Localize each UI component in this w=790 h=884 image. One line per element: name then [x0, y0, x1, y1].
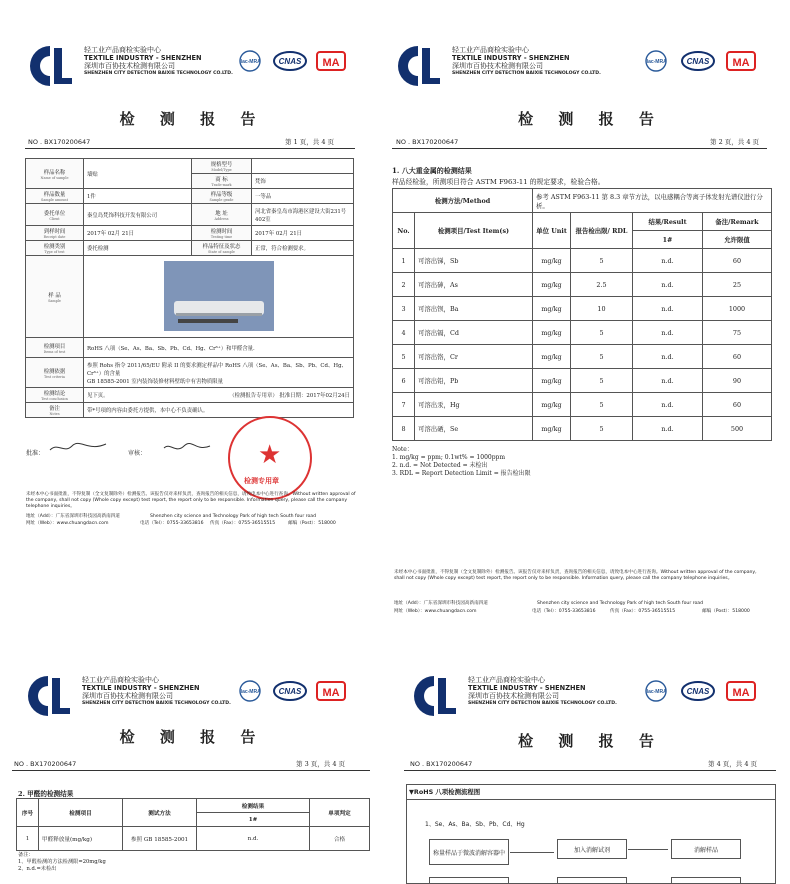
ilac-mra-icon: [642, 50, 670, 76]
table-row: 样品数量 Sample amount 1件 样品等级 Sample grade 一等品: [26, 189, 354, 204]
table-row: 1 可溶出锑，Sb mg/kg 5 n.d. 60: [393, 249, 772, 273]
notes: Note： 1. mg/kg = ppm; 0.1wt% = 1000ppm 2. n.d. = Not Detected = 未检出 3. RDL = Report Detection Limit = 报告检出限: [392, 446, 531, 477]
footer-fax: 传真（Fax）：0755-36515515: [210, 521, 276, 526]
svg-text:MA: MA: [322, 687, 340, 699]
cma-icon: [726, 50, 756, 76]
company-logo-icon: [26, 44, 74, 88]
flow-step: [557, 877, 627, 884]
section-title: 2. 甲醛的检测结果: [18, 790, 74, 798]
table-row: [393, 189, 772, 213]
company-name-cn: 深圳市百协技术检测有限公司: [84, 62, 175, 70]
cma-icon: [316, 50, 346, 76]
table-row: 检测结论 Test conclusion 见下页。 （检测报告专用章） 批准日期：2017年02月24日: [26, 388, 354, 403]
table-row: 5 可溶出铬，Cr mg/kg 5 n.d. 60: [393, 345, 772, 369]
section-intro: 样品经检验，所测项目符合 ASTM F963-11 的规定要求，检验合格。: [392, 178, 605, 186]
cnas-icon: [272, 50, 308, 76]
divider: [392, 148, 767, 149]
header-text: 轻工业产品商检实验中心 TEXTILE INDUSTRY - SHENZHEN 深圳市百协技术检测有限公司 SHENZHEN CITY DETECTION BAIXIE TECHNOLOGY CO.LTD.: [82, 676, 231, 706]
method-label: 检测方法/Method: [393, 189, 533, 213]
inspection-stamp: ★ 检测专用章: [228, 416, 312, 500]
footer-disclaimer: 未经本中心书面批准，不得复制（全文复制除外）检测报告。该报告仅对来样负责，查询报告的相关信息，请致电本中心进行查询。Without written approval of the company, shall not copy (Whole copy except) test report, the report only to be responsible. Information query, please call the company telephone inquiries。: [394, 570, 757, 581]
ilac-mra-icon: [236, 50, 264, 76]
table-row: 8 可溶出硒，Se mg/kg 5 n.d. 500: [393, 417, 772, 441]
svg-text:ilac-MRA: ilac-MRA: [239, 59, 261, 65]
report-title: 检 测 报 告: [119, 110, 266, 128]
flow-arrow: [628, 849, 668, 850]
flow-step: [671, 877, 741, 884]
elements-list: 1、Se、As、Ba、Sb、Pb、Cd、Hg: [425, 821, 525, 828]
divider: [12, 770, 370, 771]
report-title: 检 测 报 告: [518, 732, 664, 750]
svg-text:ilac-MRA: ilac-MRA: [239, 689, 261, 695]
table-row: 6 可溶出铅，Pb mg/kg 5 n.d. 90: [393, 369, 772, 393]
svg-text:CNAS: CNAS: [686, 687, 710, 696]
page-indicator: 第 3 页，共 4 页: [296, 760, 346, 768]
svg-text:ilac-MRA: ilac-MRA: [645, 689, 667, 695]
table-row: 检测项目 Items of test RoHS 八项（Se、As、Ba、Sb、Pb、Cd、Hg、Cr⁶⁺）和甲醛含量.: [26, 338, 354, 358]
table-header-row: 1#: [17, 813, 370, 827]
table-row: 3 可溶出钡，Ba mg/kg 10 n.d. 1000: [393, 297, 772, 321]
svg-text:MA: MA: [732, 687, 750, 699]
flowchart-title: ▼RoHS 八项检测流程图: [409, 788, 481, 796]
svg-text:CNAS: CNAS: [686, 57, 710, 66]
header-text: 轻工业产品商检实验中心 TEXTILE INDUSTRY - SHENZHEN 深圳市百协技术检测有限公司 SHENZHEN CITY DETECTION BAIXIE TECHNOLOGY CO.LTD.: [468, 676, 617, 706]
table-header-row: 1# 允许限值: [393, 231, 772, 249]
report-number: NO . BX170200647: [28, 138, 91, 146]
footer-post: 邮编（Post）：518000: [702, 609, 750, 614]
report-number: NO . BX170200647: [14, 760, 77, 768]
flow-step-weigh: 称量样品于微波消解容器中: [429, 839, 509, 865]
cnas-icon: [272, 680, 308, 706]
report-page-3: [0, 660, 385, 884]
heavy-metals-table: [392, 188, 772, 441]
method-text: 参考 ASTM F963-11 第 8.3 章节方法，以电感耦合等离子体发射光谱仪进行分析。: [533, 189, 772, 213]
footer-web: 网址（Web）：www.chuangdacn.com: [394, 609, 477, 614]
footer-tel: 电话（Tel）：0755-33653816: [140, 521, 204, 526]
table-row: 7 可溶出汞，Hg mg/kg 5 n.d. 60: [393, 393, 772, 417]
table-row: 样品名称 Name of sample 墙贴 规格型号 Model/Type: [26, 159, 354, 174]
footer-fax: 传真（Fax）：0755-36515515: [610, 609, 676, 614]
flowchart-frame: [406, 784, 776, 884]
footer-address-en: Shenzhen city science and Technology Park of high tech South four road: [537, 601, 704, 606]
stamp-star-icon: ★: [258, 440, 282, 470]
cnas-icon: [680, 50, 716, 76]
table-row: 样 品 Sample: [26, 256, 354, 338]
report-page-1: [0, 0, 385, 540]
cma-icon: [726, 680, 756, 706]
divider: [404, 770, 776, 771]
flow-step-reagent: 加入消解试剂: [557, 839, 627, 859]
report-header: [26, 44, 366, 90]
svg-text:CNAS: CNAS: [278, 687, 302, 696]
sample-info-table: [25, 158, 354, 418]
footer-web: 网址（Web）：www.chuangdacn.com: [26, 521, 109, 526]
review-label: 审核：: [128, 450, 147, 457]
divider: [25, 148, 355, 149]
footer-address-cn: 地址（Add）：广东省深圳市科技园高新南四道: [26, 514, 120, 519]
page-indicator: 第 2 页，共 4 页: [710, 138, 760, 146]
section-title: 1. 八大重金属的检测结果: [392, 166, 472, 175]
table-row: 2 可溶出砷，As mg/kg 2.5 n.d. 25: [393, 273, 772, 297]
formaldehyde-table: [16, 798, 370, 851]
footer-disclaimer: 未经本中心书面批准，不得复制（全文复制除外）检测报告。该报告仅对来样负责，查询报告的相关信息，请致电本中心进行查询。Without written approval of the company, shall not copy (Whole copy except) test report, the report only to be responsible. Information query, please call the company telephone inquiries。: [26, 492, 356, 509]
approver-signature: [48, 440, 108, 456]
report-page-4: [392, 660, 790, 884]
notes: 备注： 1、甲醛检测的方法检测限=20mg/kg 2、n.d.=未检出: [18, 852, 106, 872]
svg-text:MA: MA: [322, 57, 340, 69]
sample-photo: [164, 261, 274, 331]
lab-name-en: TEXTILE INDUSTRY - SHENZHEN: [84, 54, 202, 62]
divider: [407, 799, 775, 800]
table-row: 备注 Notes 带*号项的内容由委托方提供，本中心不负责确认。: [26, 403, 354, 418]
report-page-2: [392, 0, 790, 640]
flow-arrow: [510, 852, 554, 853]
cma-icon: [316, 680, 346, 706]
company-logo-icon: [410, 674, 458, 718]
company-logo-icon: [394, 44, 442, 88]
table-row: 商 标 Trade-mark 梵饰: [26, 174, 354, 189]
company-name-en: SHENZHEN CITY DETECTION BAIXIE TECHNOLOGY CO.LTD.: [84, 71, 233, 76]
report-title: 检 测 报 告: [119, 728, 266, 746]
footer-post: 邮编（Post）：518000: [288, 521, 336, 526]
header-text: [84, 46, 233, 78]
page-indicator: 第 1 页，共 4 页: [285, 138, 335, 146]
table-header-row: No. 检测项目/Test Item(s) 单位 Unit 报告检出限/ RDL 结果/Result 备注/Remark: [393, 213, 772, 231]
table-row: 委托单位 Client 秦皇岛梵饰科技开发有限公司 地 址 Address 河北省秦皇岛市海港区建设大街231号402室: [26, 204, 354, 226]
ilac-mra-icon: [236, 680, 264, 706]
svg-text:ilac-MRA: ilac-MRA: [645, 59, 667, 65]
table-row: 检测依据 Test criteria 参照 Rohs 指令 2011/65/EU 附录 II 的要求测定样品中 RoHS 八项（Se、As、Ba、Sb、Pb、Cd、Hg、Cr⁶⁺）的含量 GB 18585-2001 室内装饰装修材料壁纸中有害物质限量: [26, 358, 354, 388]
report-header: [410, 674, 750, 720]
report-number: NO . BX170200647: [410, 760, 473, 768]
table-header-row: 序号 检测项目 测试方法 检测结果 单项判定: [17, 799, 370, 813]
svg-text:MA: MA: [732, 57, 750, 69]
footer-address-en: Shenzhen city science and Technology Park of high tech South four road: [150, 514, 317, 519]
approve-label: 批准：: [26, 450, 45, 457]
lab-name-cn: 轻工业产品商检实验中心: [84, 46, 161, 54]
table-row: 检测类别 Type of test 委托检测 样品特征及状态 State of sample 正常，符合检测要求。: [26, 241, 354, 256]
table-row: 1 甲醛释放量(mg/kg) 参照 GB 18585-2001 n.d. 合格: [17, 827, 370, 851]
footer-address-cn: 地址（Add）：广东省深圳市科技园高新南四道: [394, 601, 488, 606]
company-logo-icon: [24, 674, 72, 718]
report-header: [24, 674, 364, 720]
svg-text:CNAS: CNAS: [278, 57, 302, 66]
report-number: NO . BX170200647: [396, 138, 459, 146]
report-title: 检 测 报 告: [518, 110, 664, 128]
header-text: 轻工业产品商检实验中心 TEXTILE INDUSTRY - SHENZHEN 深圳市百协技术检测有限公司 SHENZHEN CITY DETECTION BAIXIE TECHNOLOGY CO.LTD.: [452, 46, 601, 76]
table-row: 到样时间 Receipt date 2017年 02月 21日 检测时间 Testing time 2017年 02月 21日: [26, 226, 354, 241]
ilac-mra-icon: [642, 680, 670, 706]
page-indicator: 第 4 页，共 4 页: [708, 760, 758, 768]
reviewer-signature: [162, 440, 212, 456]
flow-step-digest: 消解样品: [671, 839, 741, 859]
table-row: 4 可溶出镉，Cd mg/kg 5 n.d. 75: [393, 321, 772, 345]
flow-step: [429, 877, 509, 884]
cnas-icon: [680, 680, 716, 706]
report-header: [394, 44, 750, 90]
footer-tel: 电话（Tel）：0755-33653816: [532, 609, 596, 614]
